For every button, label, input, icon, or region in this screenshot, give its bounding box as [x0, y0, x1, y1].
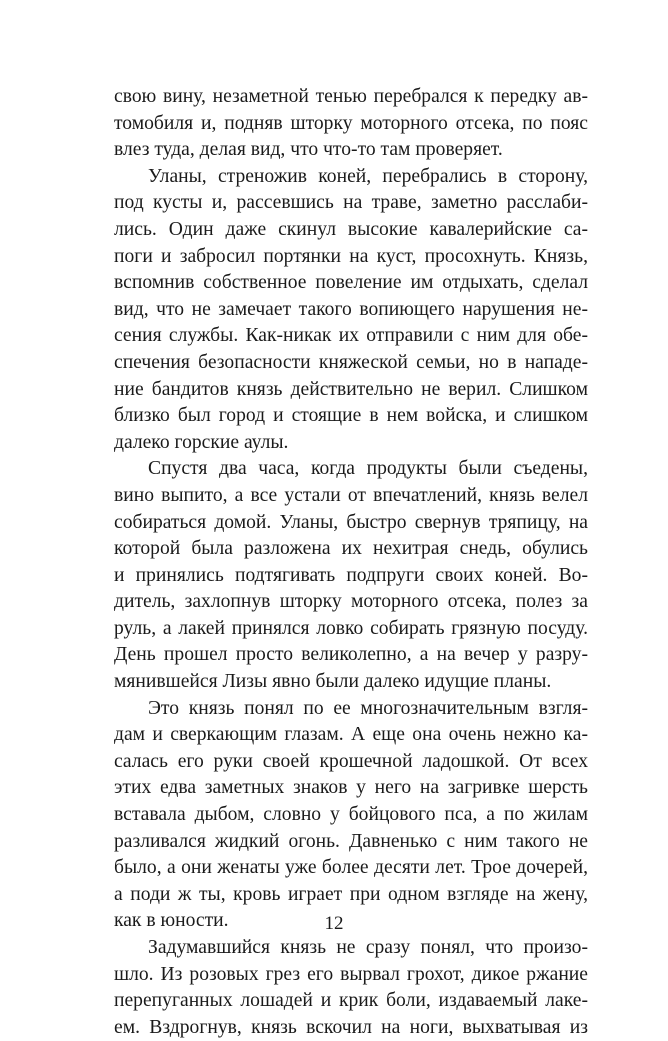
page-number: 12	[324, 913, 344, 934]
text-line: ние бандитов князь действительно не верил. Слишком	[114, 378, 588, 400]
text-line: руль, а лакей принялся ловко собирать грязную посуду.	[114, 617, 588, 639]
text-line: сения службы. Как-никак их отправили с ним для обе-	[114, 325, 588, 347]
text-line: поги и забросил портянки на куст, просохнуть. Князь,	[114, 245, 588, 267]
text-line: этих едва заметных знаков у него на загривке шерсть	[114, 777, 588, 799]
text-line: Уланы, стреножив коней, перебрались в сторону,	[148, 165, 588, 187]
text-line: салась его руки своей крошечной ладошкой. От всех	[114, 750, 588, 772]
text-line: лись. Один даже скинул высокие кавалерийские са-	[114, 218, 588, 240]
text-line: дам и сверкающим глазам. А еще она очень нежно ка-	[114, 724, 588, 746]
text-line: вставала дыбом, словно у бойцового пса, а по жилам	[114, 804, 588, 826]
text-line: томобиля и, подняв шторку моторного отсека, по пояс	[114, 112, 588, 134]
text-line: которой была разложена их нехитрая снедь, обулись	[114, 538, 588, 560]
text-line: было, а они женаты уже более десяти лет. Трое дочерей,	[114, 857, 588, 879]
text-line: вспомнив собственное повеление им отдыхать, сделал	[114, 272, 588, 294]
text-line: шло. Из розовых грез его вырвал грохот, дикое ржание	[114, 963, 588, 985]
text-line: вино выпито, а все устали от впечатлений, князь велел	[114, 484, 588, 506]
text-line: как в юности.	[114, 910, 229, 932]
body-text	[114, 84, 588, 1041]
text-line: вид, что не замечает такого вопиющего нарушения не-	[114, 298, 588, 320]
text-line: Задумавшийся князь не сразу понял, что произо-	[148, 937, 588, 958]
text-line: а поди ж ты, кровь играет при одном взгляде на жену,	[114, 883, 588, 905]
text-line: ем. Вздрогнув, князь вскочил на ноги, выхватывая из	[114, 1016, 588, 1038]
text-line: Это князь понял по ее многозначительным взгля-	[148, 697, 588, 719]
text-line: Спустя два часа, когда продукты были съедены,	[148, 458, 588, 480]
text-line: разливался жидкий огонь. Давненько с ним такого не	[114, 830, 588, 852]
text-line: спечения безопасности княжеской семьи, но в нападе-	[114, 351, 588, 373]
text-line: далеко горские аулы.	[114, 431, 289, 453]
text-line: мянившейся Лизы явно были далеко идущие планы.	[114, 671, 552, 693]
text-line: влез туда, делая вид, что что-то там проверяет.	[114, 139, 503, 161]
text-line: перепуганных лошадей и крик боли, издаваемый лаке-	[114, 990, 588, 1012]
text-line: дитель, захлопнув шторку моторного отсека, полез за	[114, 591, 588, 613]
text-line: собираться домой. Уланы, быстро свернув тряпицу, на	[114, 511, 588, 533]
text-line: и принялись подтягивать подпруги своих коней. Во-	[114, 564, 588, 586]
text-line: свою вину, незаметной тенью перебрался к передку ав-	[114, 86, 588, 107]
text-line: близко был город и стоящие в нем войска, и слишком	[114, 405, 588, 427]
text-line: День прошел просто великолепно, а на вечер у разру-	[114, 644, 588, 666]
text-line: под кусты и, рассевшись на траве, заметно расслаби-	[114, 192, 588, 214]
